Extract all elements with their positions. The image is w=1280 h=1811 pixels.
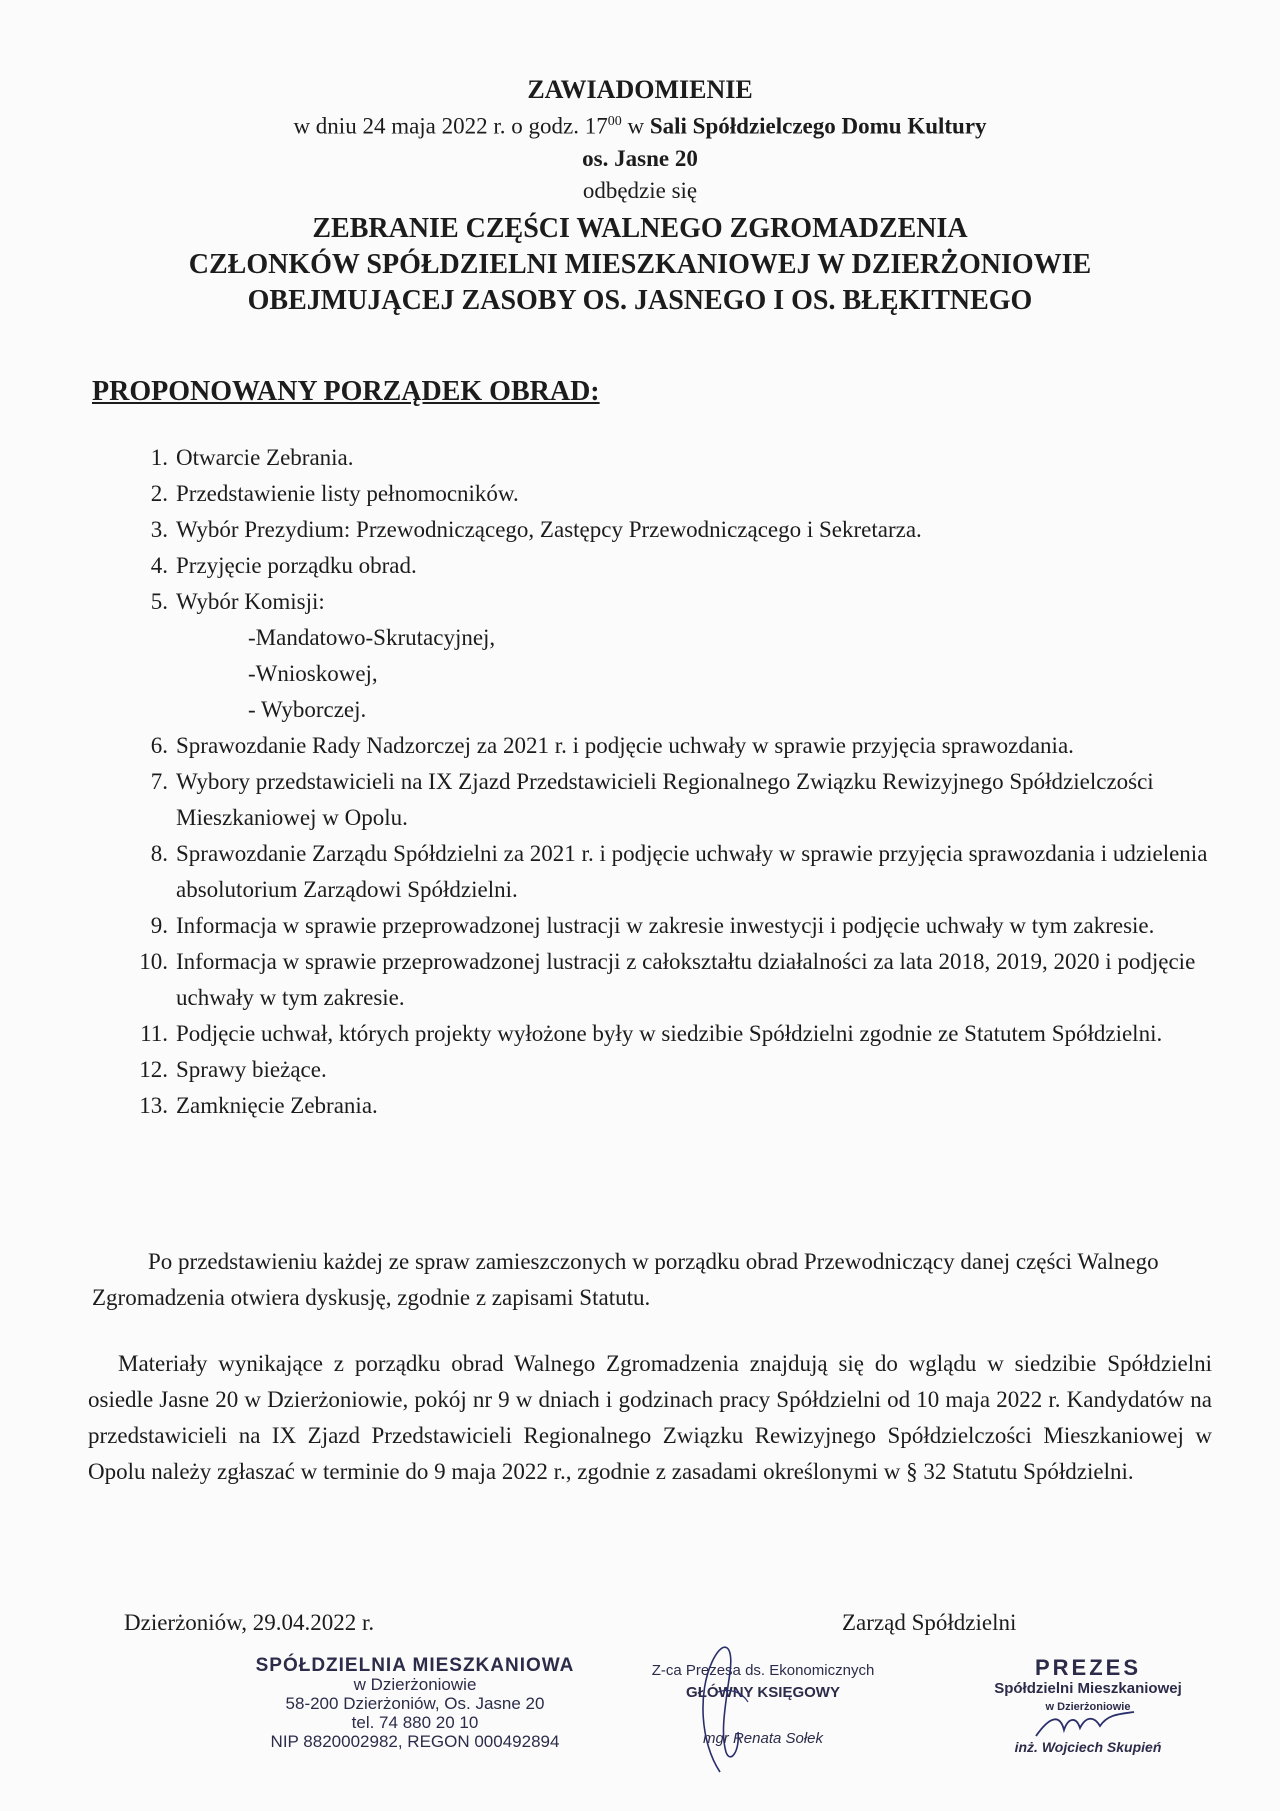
president-signature [1030, 1706, 1140, 1746]
stamp-address: 58-200 Dzierżoniów, Os. Jasne 20 [285, 1694, 545, 1713]
sub-item: -Mandatowo-Skrutacyjnej, [248, 625, 496, 650]
item-number: 13. [139, 1093, 168, 1118]
discussion-paragraph: Po przedstawieniu każdej ze spraw zamieszczonych w porządku obrad Przewodniczący danej części Walnego Zgromadzenia otwiera dyskusję, zgodnie z zapisami Statutu. [92, 1249, 1159, 1310]
item-number: 10. [139, 949, 168, 974]
accountant-name: mgr Renata Sołek [702, 1730, 824, 1747]
president-title: PREZES [1034, 1655, 1142, 1680]
item-text: Sprawozdanie Rady Nadzorczej za 2021 r. i podjęcie uchwały w sprawie przyjęcia sprawozdania. [176, 733, 1074, 758]
meeting-date-line [0, 106, 1280, 143]
item-number: 4. [150, 553, 168, 578]
list-item [120, 944, 1210, 1016]
list-item [120, 1052, 1210, 1088]
will-take-place: odbędzie się [582, 177, 698, 203]
agenda-list [120, 440, 1210, 1124]
list-item [120, 548, 1210, 584]
stamp-phone: tel. 74 880 20 10 [351, 1713, 479, 1732]
item-number: 12. [139, 1057, 168, 1082]
list-item [120, 728, 1210, 764]
meeting-name-line-3: OBEJMUJĄCEJ ZASOBY OS. JASNEGO I OS. BŁĘKITNEGO [247, 284, 1033, 316]
list-item [120, 476, 1210, 512]
sub-item: -Wnioskowej, [248, 661, 378, 686]
list-item [120, 836, 1210, 908]
item-number: 3. [150, 517, 168, 542]
notice-title: ZAWIADOMIENIE [527, 75, 753, 104]
item-text: Informacja w sprawie przeprowadzonej lustracji z całokształtu działalności za lata 2018, 2019, 2020 i podjęcie uchwały w tym zakresie. [176, 949, 1196, 1010]
place-and-date: Dzierżoniów, 29.04.2022 r. [124, 1610, 375, 1635]
president-name: inż. Wojciech Skupień [1014, 1739, 1162, 1755]
meeting-date: w dniu 24 maja 2022 r. o godz. 17 [293, 113, 608, 139]
item-text: Informacja w sprawie przeprowadzonej lustracji w zakresie inwestycji i podjęcie uchwały w tym zakresie. [176, 913, 1155, 938]
meeting-time-minutes: 00 [607, 114, 622, 129]
meeting-name-line-2: CZŁONKÓW SPÓŁDZIELNI MIESZKANIOWEJ W DZIERŻONIOWIE [188, 248, 1092, 280]
agenda-heading: PROPONOWANY PORZĄDEK OBRAD: [92, 376, 600, 407]
item-number: 11. [140, 1021, 168, 1046]
item-number: 9. [150, 913, 168, 938]
meeting-name-line-1: ZEBRANIE CZĘŚCI WALNEGO ZGROMADZENIA [312, 212, 968, 244]
item-number: 1. [150, 445, 168, 470]
accountant-signature [690, 1632, 770, 1782]
stamp-ids: NIP 8820002982, REGON 000492894 [270, 1732, 560, 1751]
stamp-city: w Dzierżoniowie [353, 1675, 477, 1694]
president-city: w Dzierżoniowie [1045, 1701, 1131, 1713]
item-text: Otwarcie Zebrania. [176, 445, 354, 470]
item-text: Zamknięcie Zebrania. [176, 1093, 378, 1118]
item-text: Sprawy bieżące. [176, 1057, 327, 1082]
sub-item: - Wyborczej. [248, 697, 367, 722]
accountant-position: Z-ca Prezesa ds. Ekonomicznych [651, 1662, 875, 1679]
accountant-role: GŁÓWNY KSIĘGOWY [686, 1684, 840, 1701]
item-text: Przyjęcie porządku obrad. [176, 553, 417, 578]
item-number: 2. [150, 481, 168, 506]
meeting-place: Sali Spółdzielczego Domu Kultury [649, 113, 987, 139]
president-cooperative: Spółdzielni Mieszkaniowej [994, 1680, 1182, 1697]
list-item [120, 1088, 1210, 1124]
item-text: Wybory przedstawicieli na IX Zjazd Przedstawicieli Regionalnego Związku Rewizyjnego Spółdzielczości Mieszkaniowej w Opolu. [176, 769, 1154, 830]
item-text: Wybór Prezydium: Przewodniczącego, Zastępcy Przewodniczącego i Sekretarza. [176, 517, 922, 542]
meeting-in: w [621, 113, 650, 139]
item-text: Przedstawienie listy pełnomocników. [176, 481, 519, 506]
item-text: Podjęcie uchwał, których projekty wyłożone były w siedzibie Spółdzielni zgodnie ze Statutem Spółdzielni. [176, 1021, 1163, 1046]
meeting-address: os. Jasne 20 [582, 145, 698, 171]
list-item [120, 1016, 1210, 1052]
cooperative-stamp [230, 1656, 600, 1751]
list-item [120, 440, 1210, 476]
item-text: Wybór Komisji: [176, 589, 325, 614]
item-text: Sprawozdanie Zarządu Spółdzielni za 2021 r. i podjęcie uchwały w sprawie przyjęcia sprawozdania i udzielenia absolutorium Zarządowi Spółdzielni. [176, 841, 1208, 902]
list-item [120, 764, 1210, 836]
item-number: 7. [150, 769, 168, 794]
item-number: 6. [150, 733, 168, 758]
item-number: 5. [150, 589, 168, 614]
board-signature-label: Zarząd Spółdzielni [842, 1610, 1017, 1635]
list-item [120, 908, 1210, 944]
meeting-name [0, 211, 1280, 319]
notice-header [0, 74, 1280, 319]
materials-paragraph: Materiały wynikające z porządku obrad Walnego Zgromadzenia znajdują się do wglądu w siedzibie Spółdzielni osiedle Jasne 20 w Dzierżoniowie, pokój nr 9 w dniach i godzinach pracy Spółdzielni od 10 maja 2022 r. Kandydatów na przedstawicieli na IX Zjazd Przedstawicieli Regionalnego Związku Rewizyjnego Spółdzielczości Mieszkaniowej w Opolu należy zgłaszać w terminie do 9 maja 2022 r., zgodnie z zasadami określonymi w § 32 Statutu Spółdzielni. [88, 1351, 1212, 1484]
list-item [120, 584, 1210, 620]
list-item [120, 512, 1210, 548]
stamp-cooperative-name: SPÓŁDZIELNIA MIESZKANIOWA [255, 1655, 575, 1676]
item-number: 8. [150, 841, 168, 866]
